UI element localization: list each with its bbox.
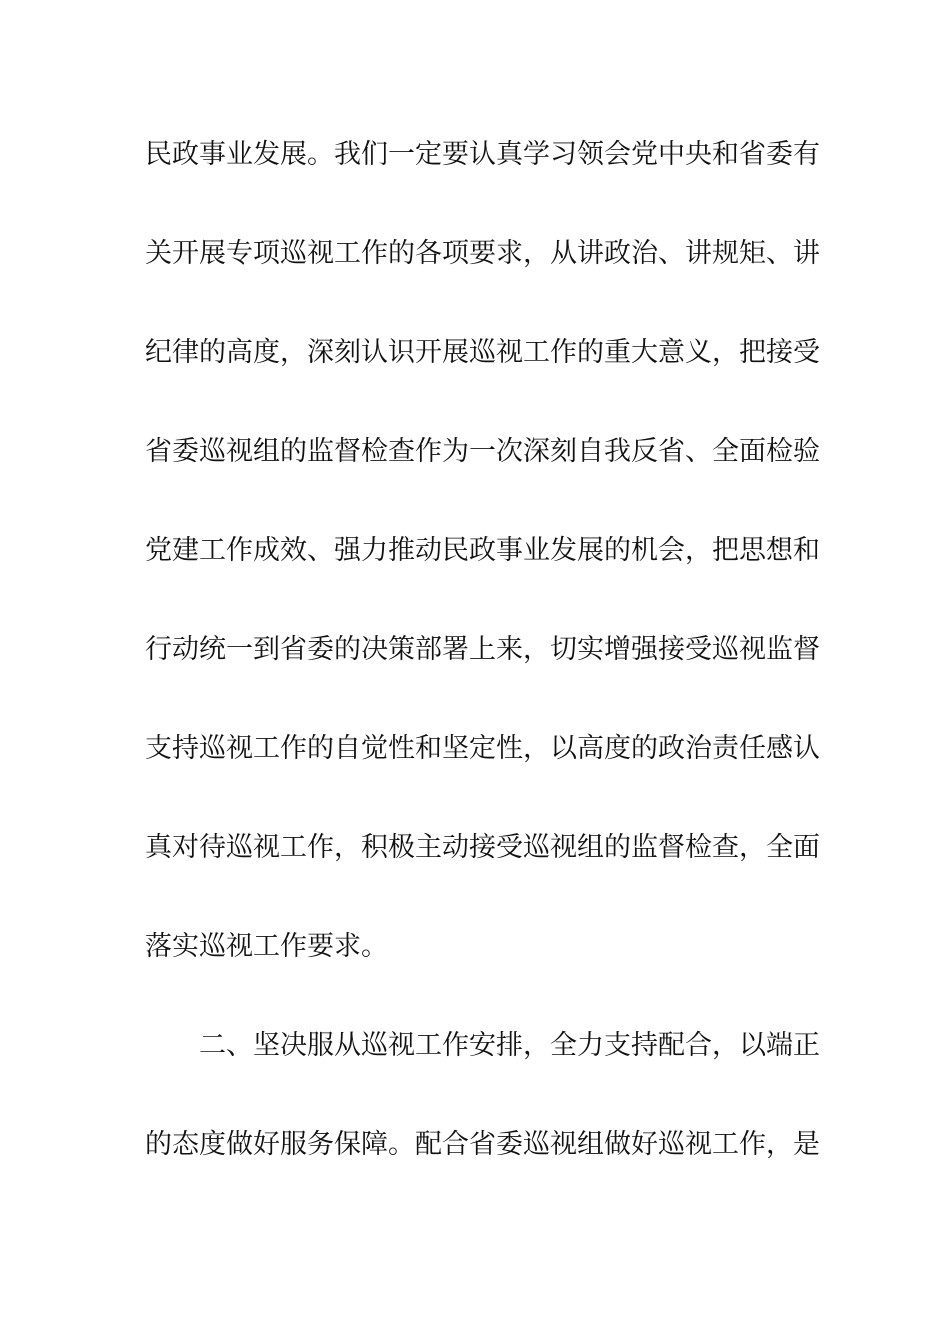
text-line: 党建工作成效、强力推动民政事业发展的机会，把思想和 (145, 535, 820, 566)
document-body (145, 128, 820, 1217)
text-line: 行动统一到省委的决策部署上来，切实增强接受巡视监督 (145, 634, 820, 665)
text-line: 真对待巡视工作，积极主动接受巡视组的监督检查，全面 (145, 832, 820, 863)
text-line: 省委巡视组的监督检查作为一次深刻自我反省、全面检验 (145, 436, 820, 467)
text-line: 纪律的高度，深刻认识开展巡视工作的重大意义，把接受 (145, 337, 820, 368)
text-line: 关开展专项巡视工作的各项要求，从讲政治、讲规矩、讲 (145, 238, 820, 269)
text-line: 支持巡视工作的自觉性和坚定性，以高度的政治责任感认 (145, 733, 820, 764)
text-line: 民政事业发展。我们一定要认真学习领会党中央和省委有 (145, 139, 820, 170)
text-line-paragraph-end: 落实巡视工作要求。 (145, 931, 388, 962)
section-heading-line: 二、坚决服从巡视工作安排，全力支持配合，以端正 (199, 1030, 820, 1061)
text-line: 的态度做好服务保障。配合省委巡视组做好巡视工作，是 (145, 1129, 820, 1160)
